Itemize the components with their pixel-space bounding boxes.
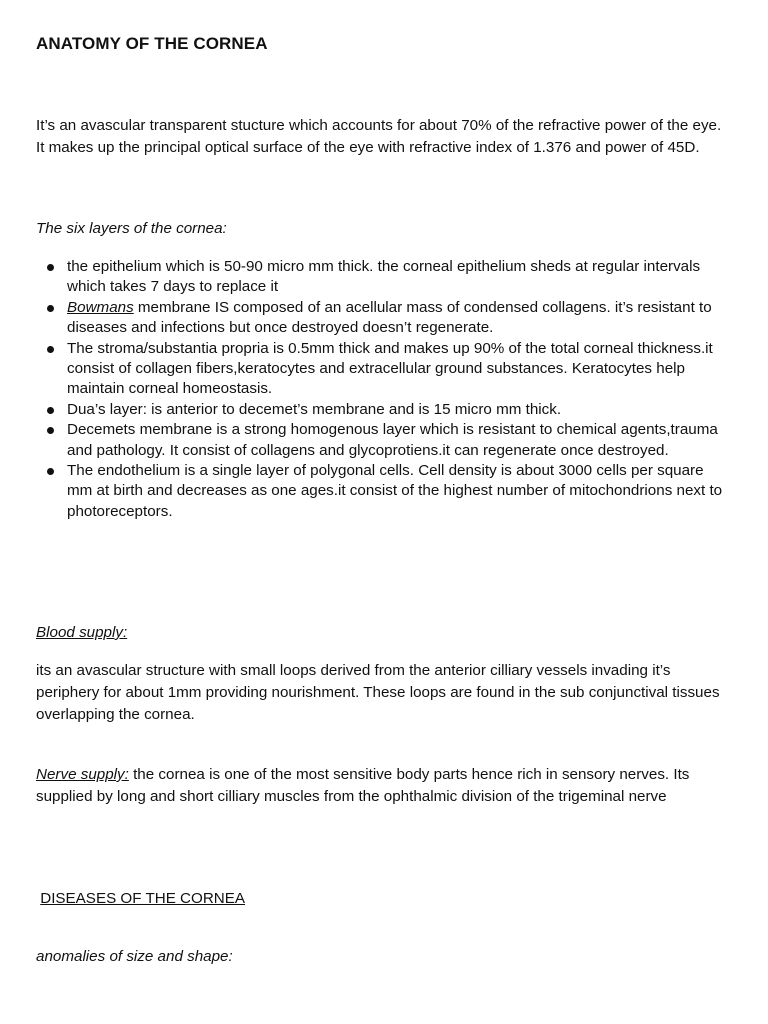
layers-list: [36, 257, 728, 522]
bullet-icon: [47, 407, 54, 414]
blood-supply-paragraph: its an avascular structure with small loops derived from the anterior cilliary vessels invading it’s periphery for about 1mm providing nourishment. These loops are found in the sub conjunctival tissues overlapping the cornea.: [36, 662, 720, 724]
layer-text: The stroma/substantia propria is 0.5mm thick and makes up 90% of the total corneal thickness.it consist of collagen fibers,keratocytes and extracellular ground substances. Keratocytes help maintain corneal homeostasis.: [67, 339, 713, 398]
layer-text: the epithelium which is 50-90 micro mm thick. the corneal epithelium sheds at regular intervals which takes 7 days to replace it: [67, 258, 701, 296]
nerve-supply-paragraph: [36, 764, 728, 808]
layer-item-stroma: [36, 339, 728, 400]
intro-paragraph: It’s an avascular transparent stucture which accounts for about 70% of the refractive power of the eye. It makes up the principal optical surface of the eye with refractive index of 1.376 and power of 45D.: [36, 117, 722, 157]
bullet-icon: [47, 468, 54, 475]
document-title: ANATOMY OF THE CORNEA: [36, 34, 268, 53]
diseases-heading: [36, 890, 245, 907]
layer-item-decemets: [36, 420, 728, 461]
nerve-supply-text: the cornea is one of the most sensitive body parts hence rich in sensory nerves. Its supplied by long and short cilliary muscles from the ophthalmic division of the trigeminal nerve: [36, 766, 690, 806]
layer-text: Decemets membrane is a strong homogenous layer which is resistant to chemical agents,trauma and pathology. It consist of collagens and glycoprotiens.it can regenerate once destroyed.: [67, 421, 718, 459]
anomalies-heading: anomalies of size and shape:: [36, 948, 233, 965]
layer-item-bowmans: [36, 298, 728, 339]
blood-supply-heading: Blood supply:: [36, 624, 128, 641]
layer-lead-term: Bowmans: [67, 298, 134, 316]
bullet-icon: [47, 427, 54, 434]
layer-text: The endothelium is a single layer of polygonal cells. Cell density is about 3000 cells per square mm at birth and decreases as one ages.it consist of the highest number of mitochondrions next to photoreceptors.: [67, 462, 723, 520]
layer-text: Dua’s layer: is anterior to decemet’s membrane and is 15 micro mm thick.: [67, 400, 562, 418]
layer-item-endothelium: [36, 461, 728, 522]
layer-item-duas: [36, 400, 728, 420]
bullet-icon: [47, 305, 54, 312]
layers-heading: The six layers of the cornea:: [36, 220, 227, 237]
bullet-icon: [47, 264, 54, 271]
layer-item-epithelium: [36, 257, 728, 298]
diseases-heading-text: DISEASES OF THE CORNEA: [40, 890, 246, 907]
bullet-icon: [47, 346, 54, 353]
layer-text: membrane IS composed of an acellular mass of condensed collagens. it’s resistant to diseases and infections but once destroyed doesn’t regenerate.: [67, 298, 712, 337]
nerve-supply-heading: Nerve supply:: [36, 766, 129, 783]
